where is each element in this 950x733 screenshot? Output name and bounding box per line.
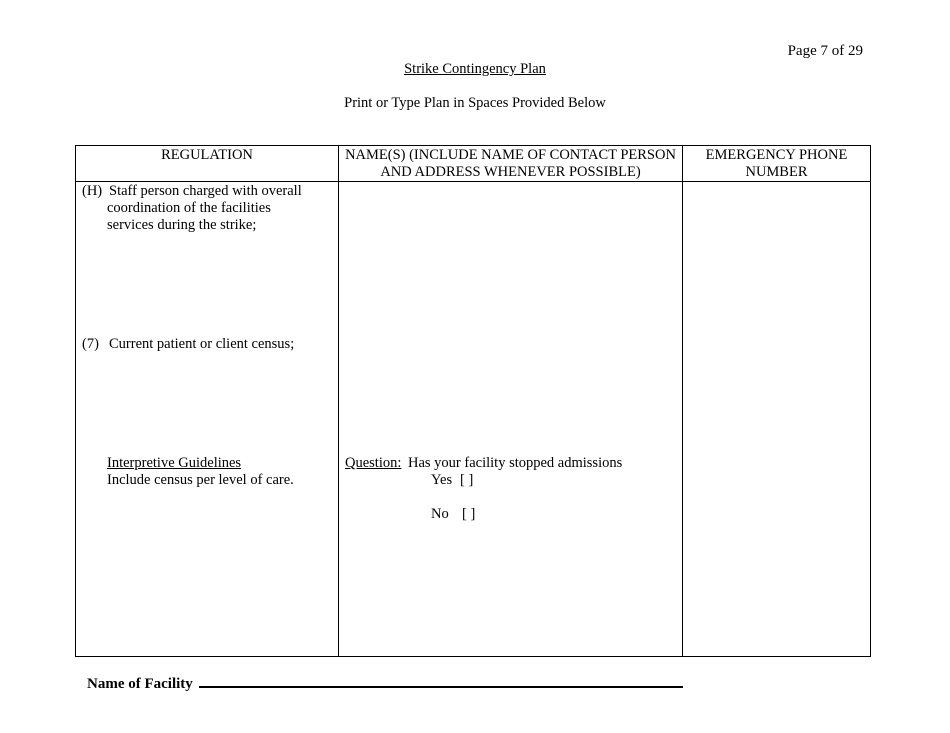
strike-plan-table [75, 145, 871, 657]
no-checkbox[interactable]: [ ] [462, 506, 476, 522]
item-h-line-2: coordination of the facilities [107, 200, 271, 216]
facility-name-label: Name of Facility [87, 676, 193, 692]
title-text: Strike Contingency Plan [404, 61, 546, 77]
document-title [0, 61, 950, 78]
regulation-cell [76, 182, 339, 657]
header-names: NAME(S) (INCLUDE NAME OF CONTACT PERSON AND ADDRESS WHENEVER POSSIBLE) [339, 146, 683, 182]
header-emergency-phone: EMERGENCY PHONE NUMBER [683, 146, 871, 182]
question-label: Question: [345, 455, 402, 471]
page-number: Page 7 of 29 [787, 43, 863, 59]
yes-label: Yes [431, 472, 453, 488]
item-h-line-1: Staff person charged with overall [109, 183, 302, 199]
guidelines-heading: Interpretive Guidelines [107, 455, 242, 471]
no-label: No [431, 506, 449, 522]
item-h-line-3: services during the strike; [107, 217, 257, 233]
facility-name-line[interactable] [199, 674, 683, 688]
item-7-label: (7) [82, 336, 99, 352]
guidelines-text: Include census per level of care. [107, 472, 294, 488]
names-cell[interactable] [339, 182, 683, 657]
table-row [76, 182, 871, 657]
document-subtitle: Print or Type Plan in Spaces Provided Below [344, 95, 606, 111]
header-regulation: REGULATION [76, 146, 339, 182]
table-header-row [76, 146, 871, 182]
item-h-label: (H) [82, 183, 103, 199]
item-7-text: Current patient or client census; [109, 336, 295, 352]
emergency-phone-cell[interactable] [683, 182, 871, 657]
facility-name-field [87, 674, 683, 693]
question-text: Has your facility stopped admissions [408, 455, 623, 471]
yes-checkbox[interactable]: [ ] [460, 472, 474, 488]
